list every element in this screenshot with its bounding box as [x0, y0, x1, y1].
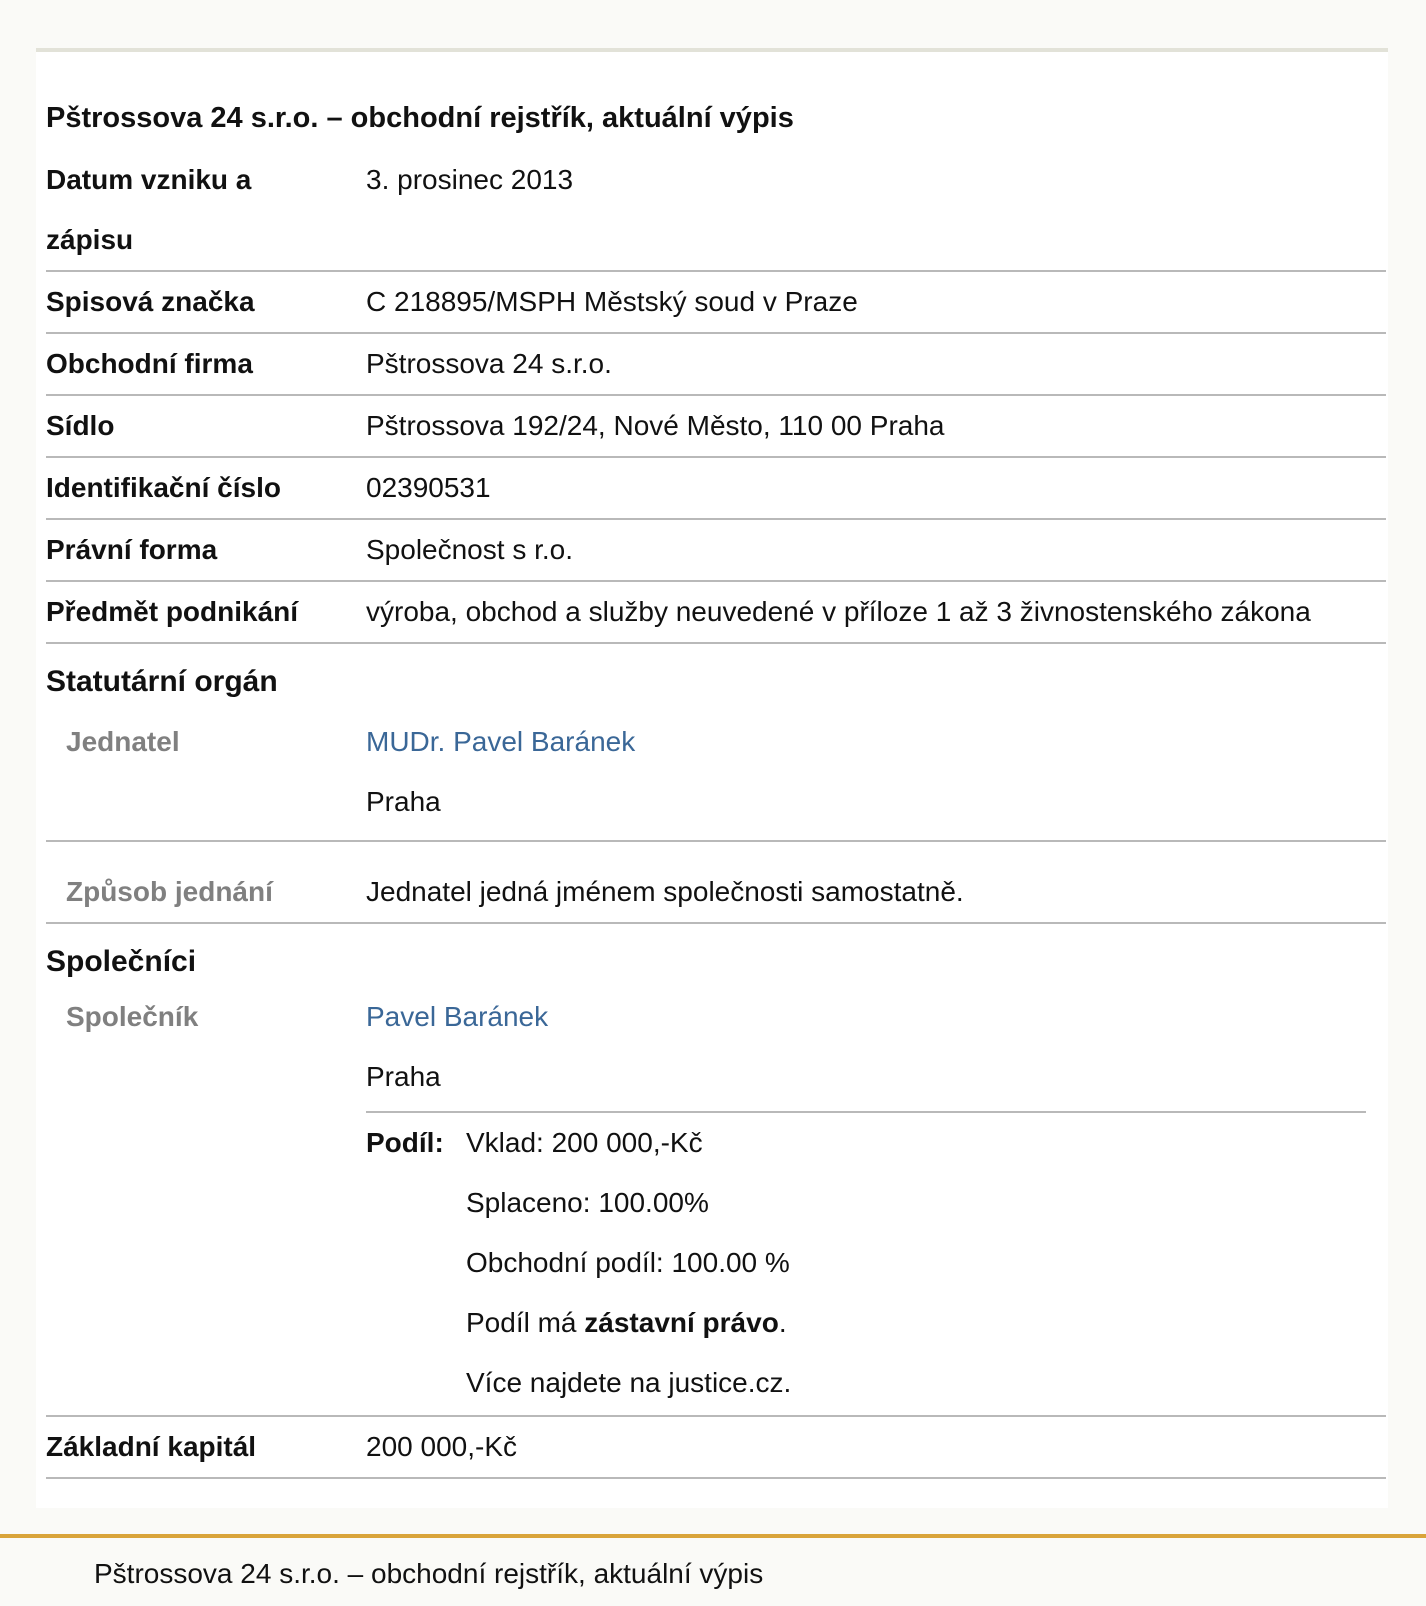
jednatel-label: Jednatel	[66, 726, 180, 757]
podil-obchodni-podil: Obchodní podíl: 100.00 %	[466, 1247, 790, 1278]
section-heading-partners: Společníci	[46, 945, 197, 978]
field-value: Pštrossova 192/24, Nové Město, 110 00 Praha	[366, 410, 945, 441]
field-row-pravni-forma	[46, 520, 1386, 582]
field-row-zakladni-kapital	[46, 1417, 1386, 1479]
field-value: 200 000,-Kč	[366, 1431, 517, 1462]
field-value: výroba, obchod a služby neuvedené v příloze 1 až 3 živnostenského zákona	[366, 596, 1311, 627]
zastavni-prefix: Podíl má	[466, 1307, 585, 1338]
field-row-predmet-podnikani	[46, 582, 1386, 644]
registry-card	[36, 48, 1388, 1508]
zpusob-value: Jednatel jedná jménem společnosti samostatně.	[366, 876, 964, 907]
footer-text: Pštrossova 24 s.r.o. – obchodní rejstřík, aktuální výpis	[94, 1558, 764, 1589]
podil-vice-info: Více najdete na justice.cz.	[466, 1367, 792, 1398]
field-value: 3. prosinec 2013	[366, 164, 574, 195]
partner-city: Praha	[366, 1061, 441, 1092]
field-row-sidlo	[46, 396, 1386, 458]
partner-name-link[interactable]: Pavel Baránek	[366, 1001, 549, 1032]
jednatel-name-link[interactable]: MUDr. Pavel Baránek	[366, 726, 636, 757]
zpusob-label: Způsob jednání	[66, 876, 273, 907]
field-row-datum	[46, 150, 1386, 272]
partner-row	[46, 987, 1386, 1417]
field-label: Datum vzniku a zápisu	[46, 164, 252, 255]
field-value: Pštrossova 24 s.r.o.	[366, 348, 612, 379]
footer-divider	[0, 1534, 1426, 1538]
field-row-obchodni-firma	[46, 334, 1386, 396]
statutory-zpusob-row	[46, 842, 1386, 924]
field-label: Sídlo	[46, 410, 115, 441]
statutory-jednatel-row	[46, 712, 1386, 842]
partner-label: Společník	[66, 1001, 199, 1032]
podil-vklad: Vklad: 200 000,-Kč	[466, 1127, 703, 1158]
field-label: Obchodní firma	[46, 348, 253, 379]
field-label: Předmět podnikání	[46, 596, 299, 627]
field-value: 02390531	[366, 472, 491, 503]
field-label: Právní forma	[46, 534, 218, 565]
jednatel-city: Praha	[366, 786, 441, 817]
field-value: Společnost s r.o.	[366, 534, 574, 565]
section-heading-statutory: Statutární orgán	[46, 665, 278, 698]
podil-label: Podíl:	[366, 1127, 444, 1158]
field-row-spisova-znacka	[46, 272, 1386, 334]
field-row-ico	[46, 458, 1386, 520]
field-label: Základní kapitál	[46, 1431, 257, 1462]
zastavni-suffix: .	[778, 1307, 787, 1338]
field-label: Spisová značka	[46, 286, 255, 317]
podil-splaceno: Splaceno: 100.00%	[466, 1187, 709, 1218]
zastavni-bold: zástavní právo	[584, 1307, 779, 1338]
podil-zastavni-pravo	[466, 1293, 787, 1353]
field-label: Identifikační číslo	[46, 472, 281, 503]
field-value: C 218895/MSPH Městský soud v Praze	[366, 286, 858, 317]
page-title: Pštrossova 24 s.r.o. – obchodní rejstřík, aktuální výpis	[46, 102, 794, 134]
